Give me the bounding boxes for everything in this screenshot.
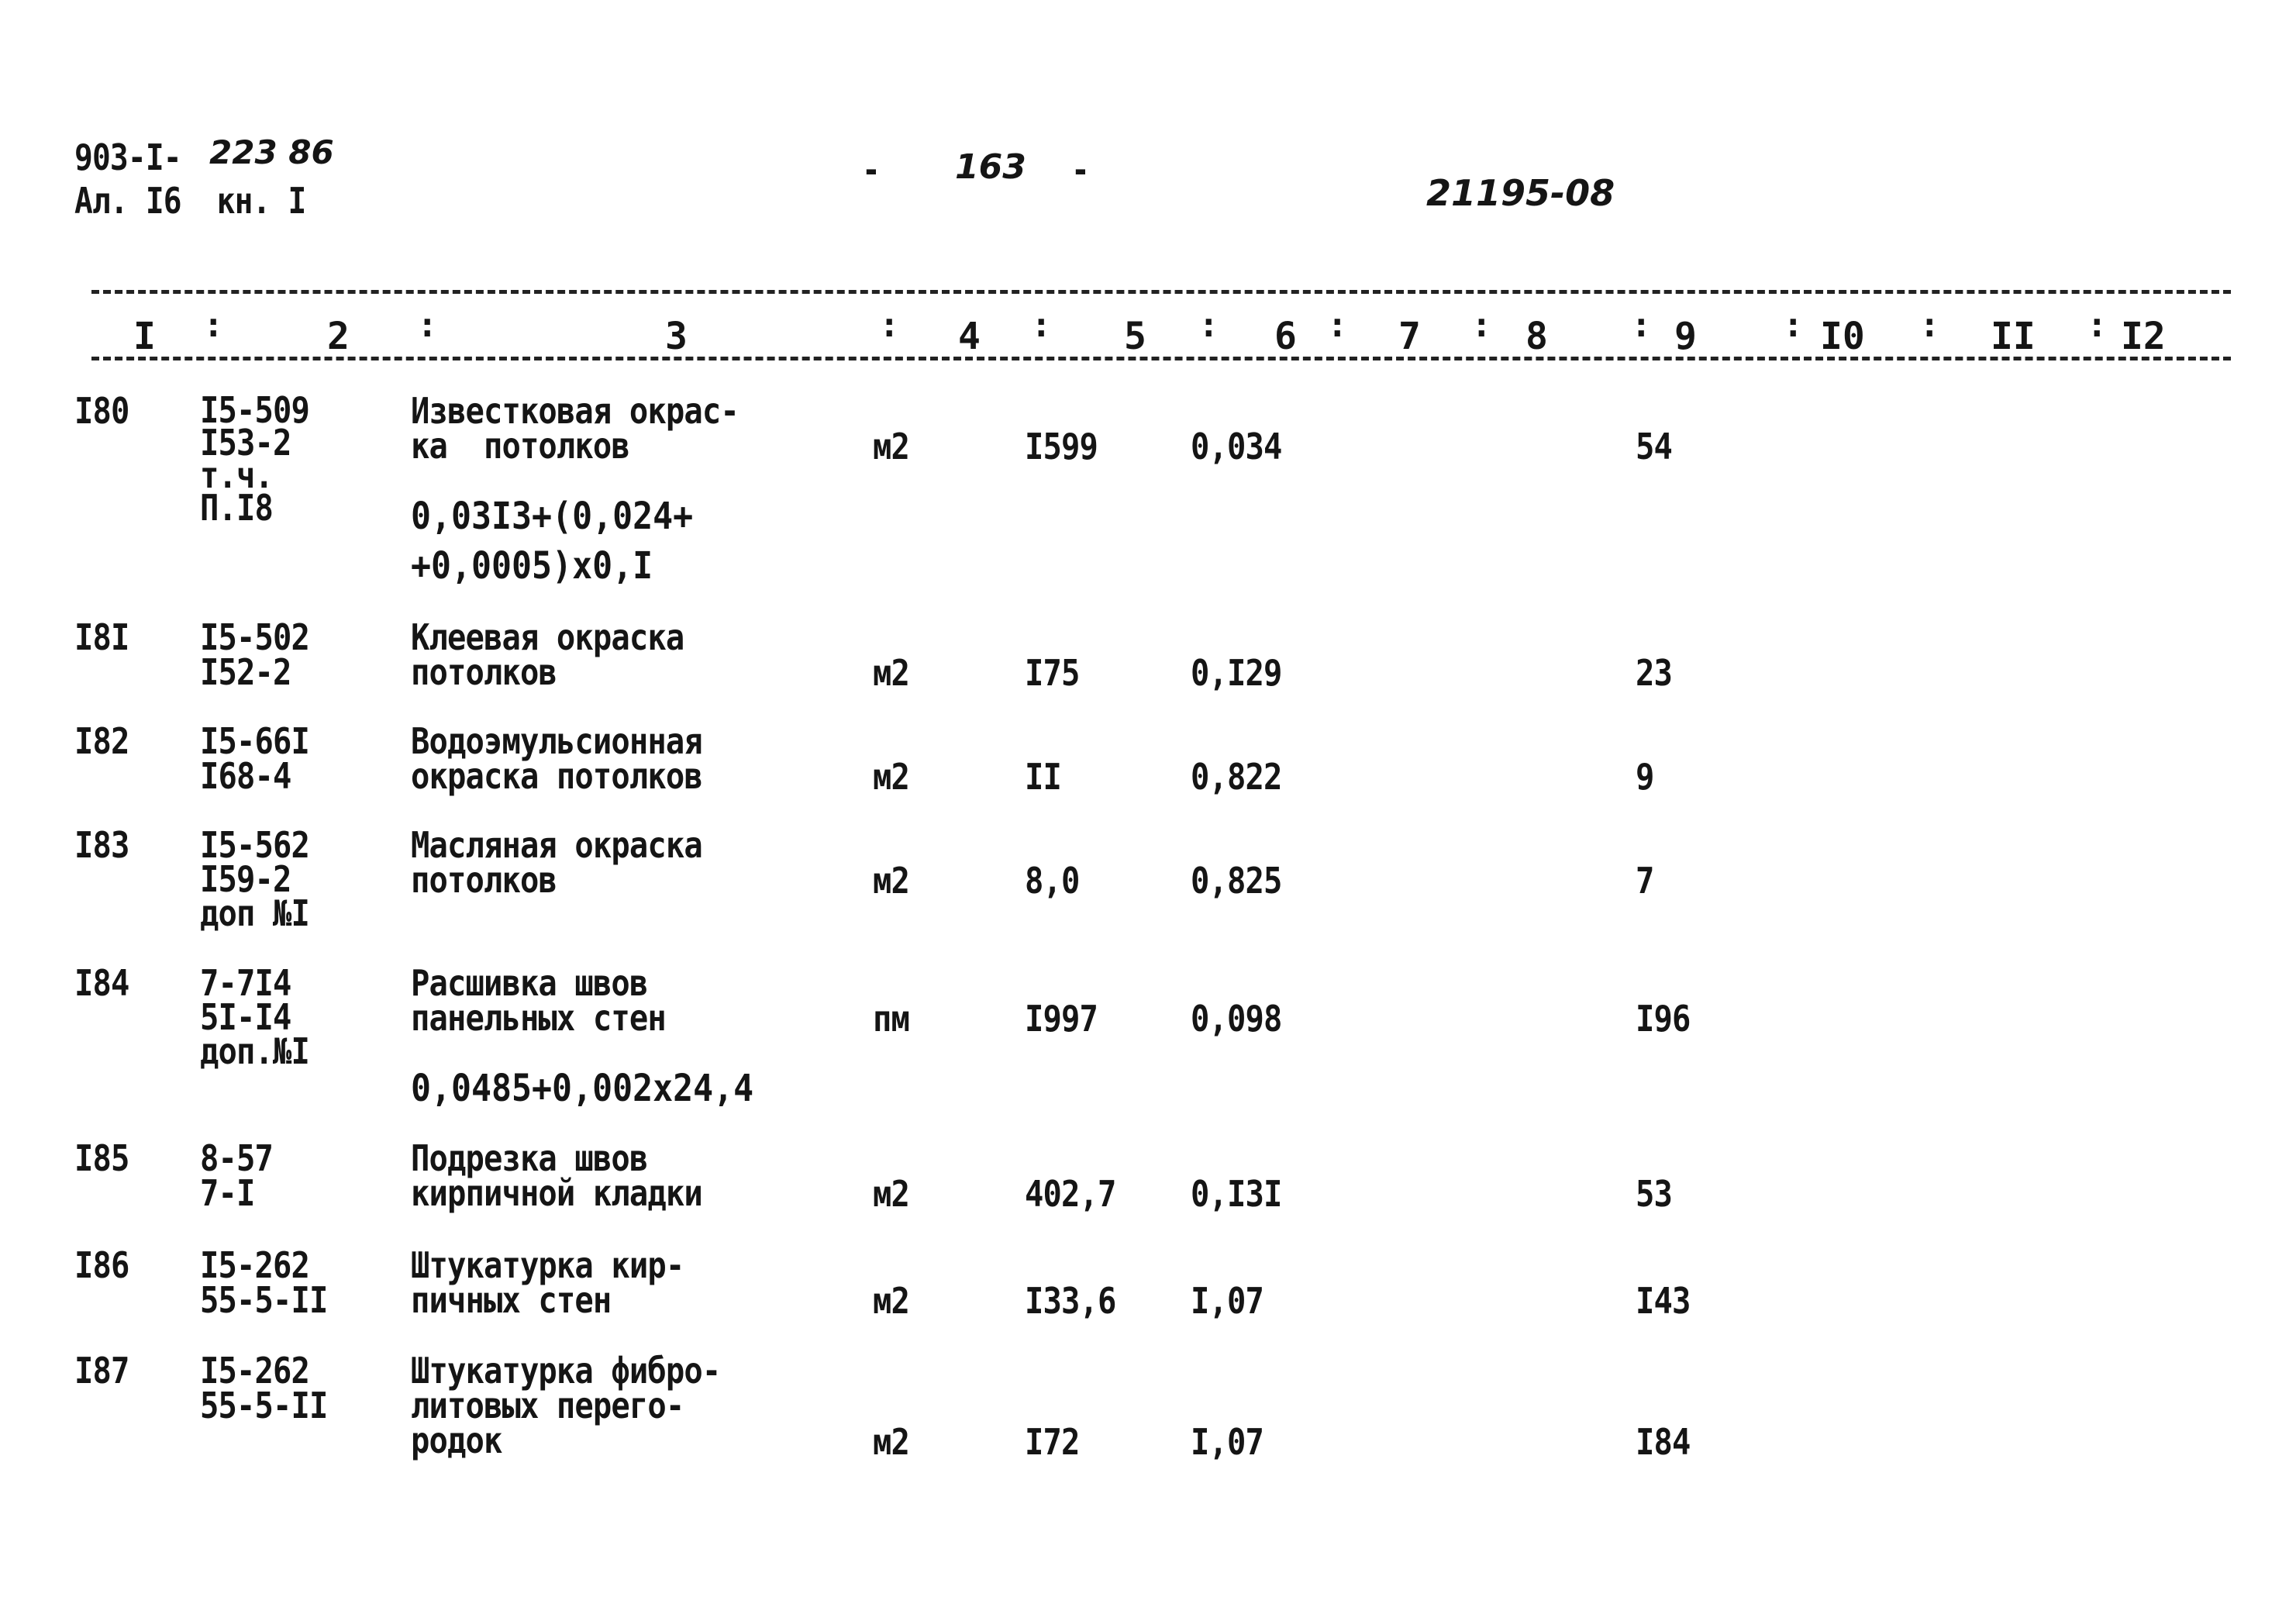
column-separator: : (1783, 305, 1804, 345)
quantity: 8,0 (1025, 860, 1080, 902)
doc-code-printed: 903-I- (74, 136, 181, 178)
norm-code: I5-509 I53-2 т.ч. П.I8 (200, 389, 309, 529)
row-number: I82 (74, 720, 129, 762)
quantity: I997 (1025, 998, 1098, 1040)
column-separator: : (417, 305, 438, 345)
column-header-6: 6 (1274, 315, 1297, 358)
column-header-9: 9 (1674, 315, 1697, 358)
header-rule-top (91, 290, 2231, 294)
unit: м2 (873, 1421, 909, 1463)
work-description: Штукатурка фибро- литовых перего- родок (411, 1350, 721, 1461)
column-header-7: 7 (1398, 315, 1421, 358)
norm-value: 0,822 (1191, 756, 1282, 798)
total-value: 54 (1636, 426, 1672, 467)
total-value: 53 (1636, 1173, 1672, 1215)
unit: м2 (873, 652, 909, 694)
work-description: Известковая окрас- ка потолков (411, 390, 739, 467)
column-separator: : (1031, 305, 1052, 345)
work-description: Штукатурка кир- пичных стен (411, 1244, 684, 1321)
total-value: 23 (1636, 652, 1672, 694)
header-rule-bottom (91, 357, 2231, 360)
column-separator: : (1471, 305, 1492, 345)
unit: м2 (873, 756, 909, 798)
total-value: I43 (1636, 1280, 1691, 1322)
row-number: I83 (74, 824, 129, 866)
row-number: I85 (74, 1137, 129, 1179)
norm-value: 0,I3I (1191, 1173, 1282, 1215)
work-description: Клеевая окраска потолков (411, 616, 684, 693)
quantity: I33,6 (1025, 1280, 1116, 1322)
quantity: 402,7 (1025, 1173, 1116, 1215)
column-separator: : (203, 305, 224, 345)
doc-code-handwritten: 223 86 (209, 133, 334, 171)
unit: м2 (873, 860, 909, 902)
norm-value: I,07 (1191, 1421, 1263, 1463)
column-header-2: 2 (327, 315, 350, 358)
column-separator: : (1198, 305, 1219, 345)
unit: м2 (873, 426, 909, 467)
column-header-5: 5 (1124, 315, 1146, 358)
norm-value: 0,825 (1191, 860, 1282, 902)
norm-code: I5-502 I52-2 (200, 616, 309, 693)
archive-number: 21195-08 (1426, 172, 1615, 214)
work-description: Масляная окраска потолков (411, 824, 702, 901)
unit: пм (873, 998, 909, 1040)
column-header-8: 8 (1525, 315, 1548, 358)
work-description: Расшивка швов панельных стен (411, 962, 666, 1039)
calculation-formula: 0,03I3+(0,024+ +0,0005)х0,I (411, 495, 694, 588)
row-number: I86 (74, 1244, 129, 1286)
unit: м2 (873, 1173, 909, 1215)
calculation-formula: 0,0485+0,002х24,4 (411, 1067, 754, 1110)
unit: м2 (873, 1280, 909, 1322)
norm-code: I5-66I I68-4 (200, 720, 309, 797)
column-separator: : (1631, 305, 1652, 345)
norm-value: 0,034 (1191, 426, 1282, 467)
quantity: I599 (1025, 426, 1098, 467)
norm-code: 7-7I4 5I-I4 доп.№I (200, 962, 309, 1072)
total-value: I96 (1636, 998, 1691, 1040)
row-number: I87 (74, 1350, 129, 1392)
total-value: 7 (1636, 860, 1654, 902)
column-header-10: I0 (1820, 315, 1865, 358)
quantity: II (1025, 756, 1061, 798)
norm-value: 0,I29 (1191, 652, 1282, 694)
norm-value: 0,098 (1191, 998, 1282, 1040)
work-description: Подрезка швов кирпичной кладки (411, 1137, 702, 1214)
norm-code: I5-262 55-5-II (200, 1244, 328, 1321)
quantity: I75 (1025, 652, 1080, 694)
column-header-3: 3 (665, 315, 688, 358)
norm-value: I,07 (1191, 1280, 1263, 1322)
quantity: I72 (1025, 1421, 1080, 1463)
page-number: 163 (955, 147, 1026, 187)
column-header-1: I (133, 315, 156, 358)
column-header-4: 4 (958, 315, 981, 358)
total-value: I84 (1636, 1421, 1691, 1463)
column-header-11: II (1991, 315, 2036, 358)
page-dash-left: - (862, 149, 880, 191)
norm-code: I5-562 I59-2 доп №I (200, 824, 309, 934)
column-separator: : (1327, 305, 1348, 345)
norm-code: I5-262 55-5-II (200, 1350, 328, 1426)
norm-code: 8-57 7-I (200, 1137, 273, 1214)
work-description: Водоэмульсионная окраска потолков (411, 720, 702, 797)
total-value: 9 (1636, 756, 1654, 798)
column-header-12: I2 (2121, 315, 2166, 358)
column-separator: : (2087, 305, 2108, 345)
row-number: I8I (74, 616, 129, 658)
row-number: I84 (74, 962, 129, 1004)
album-line: Ал. I6 кн. I (74, 180, 306, 222)
column-separator: : (1919, 305, 1940, 345)
page-dash-right: - (1071, 149, 1089, 191)
column-separator: : (879, 305, 900, 345)
row-number: I80 (74, 390, 129, 432)
